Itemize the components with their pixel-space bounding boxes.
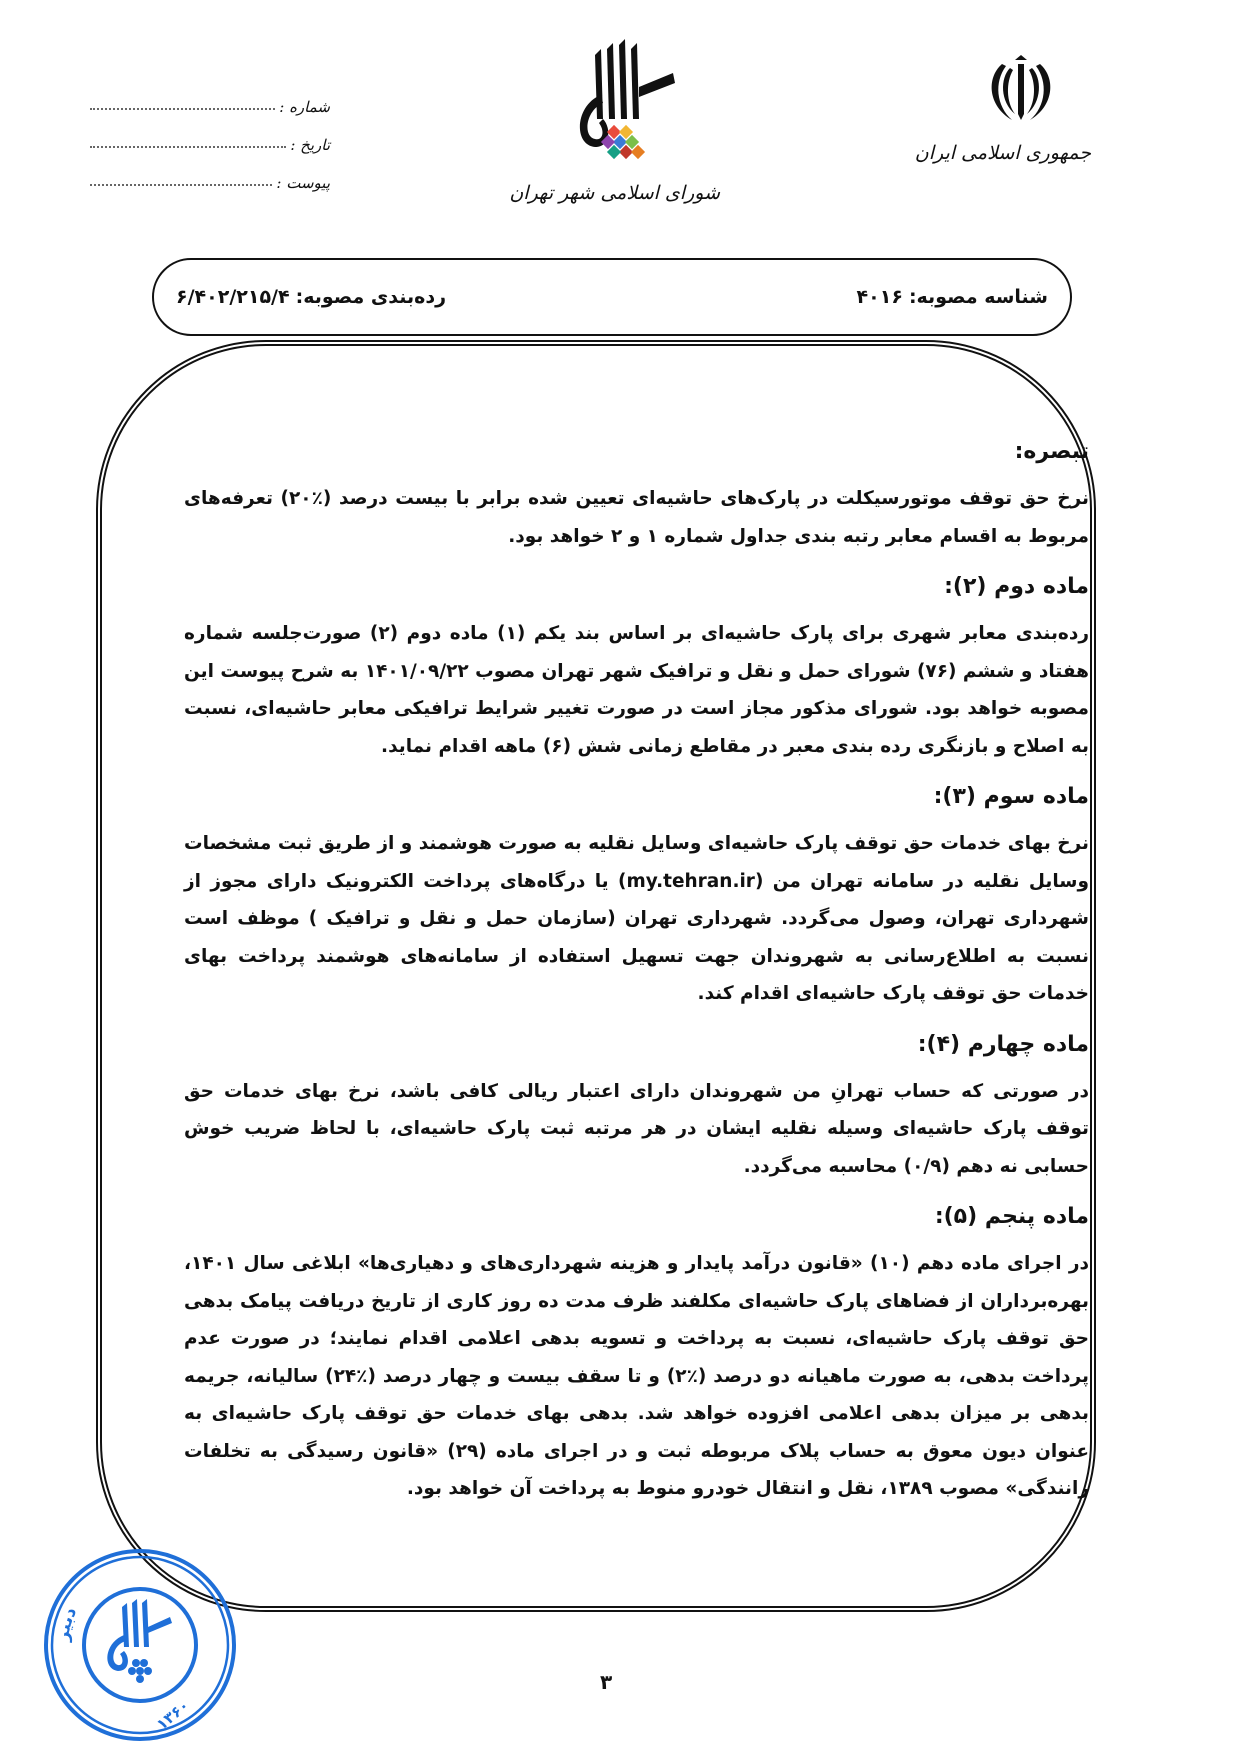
council-caption: شورای اسلامی شهر تهران — [509, 182, 720, 204]
field-number-label: شماره : — [279, 98, 330, 116]
article-3-paragraph: نرخ بهای خدمات حق توقف پارک حاشیه‌ای وسایل نقلیه به صورت هوشمند و از طریق ثبت مشخصات وسایل نقلیه در سامانه تهران من (my.tehran.ir) یا درگاه‌های پرداخت الکترونیک دارای مجوز از شهرداری تهران، وصول می‌گردد. شهرداری تهران (سازمان حمل و نقل و ترافیک ) موظف است نسبت به اطلاع‌رسانی به شهروندان جهت تسهیل استفاده از سامانه‌های هوشمند پرداخت بهای خدمات حق توقف پارک حاشیه‌ای اقدام کند. — [184, 833, 1089, 1004]
article-2-paragraph: رده‌بندی معابر شهری برای پارک حاشیه‌ای بر اساس بند یکم (۱) ماده دوم (۲) صورت‌جلسه شماره هفتاد و ششم (۷۶) شورای حمل و نقل و ترافیک شهر تهران مصوب ۱۴۰۱/۰۹/۲۲ به شرح پیوست این مصوبه خواهد بود. شورای مذکور مجاز است در صورت تغییر شرایط ترافیکی معابر حاشیه‌ای، نسبت به اصلاح و بازنگری رده بندی معبر در مقاطع زمانی شش (۶) ماهه اقدام نماید. — [184, 623, 1089, 757]
article-4-heading: ماده چهارم (۴): — [917, 1031, 1089, 1057]
council-logo — [509, 35, 720, 204]
field-number — [90, 78, 330, 116]
stamp-year: ۱۳۶۰ — [152, 1696, 193, 1734]
note-heading: تبصره: — [1014, 439, 1089, 464]
field-date-blank — [90, 146, 286, 148]
iran-emblem — [914, 50, 1091, 164]
field-attachment-label: پیوست : — [276, 174, 330, 192]
field-attachment-blank — [90, 184, 272, 186]
field-number-blank — [90, 108, 275, 110]
field-date — [90, 116, 330, 154]
approval-id-label: شناسه مصوبه: — [908, 286, 1048, 308]
official-stamp — [40, 1545, 240, 1745]
field-date-label: تاریخ : — [290, 136, 330, 154]
stamp-text: دبیر — [52, 1603, 82, 1643]
approval-classification-label: رده‌بندی مصوبه: — [295, 286, 447, 308]
council-logo-icon — [555, 35, 685, 180]
letter-fields — [90, 78, 330, 192]
field-attachment — [90, 154, 330, 192]
approval-id-value: ۴۰۱۶ — [856, 286, 903, 308]
approval-classification-value: ۶/۴۰۲/۲۱۵/۴ — [176, 286, 290, 308]
stamp-seal-icon — [40, 1545, 240, 1745]
article-3-heading: ماده سوم (۳): — [933, 784, 1089, 809]
emblem-caption: جمهوری اسلامی ایران — [914, 142, 1091, 164]
article-4-paragraph: در صورتی که حساب تهرانِ من شهروندان دارای اعتبار ریالی کافی باشد، نرخ بهای خدمات حق توقف پارک حاشیه‌ای وسیله نقلیه ایشان در هر مرتبه ثبت پارک حاشیه‌ای، با لحاظ ضریب خوش حسابی نه دهم (۰/۹) محاسبه می‌گردد. — [184, 1080, 1089, 1177]
article-2-heading: ماده دوم (۲): — [944, 574, 1089, 599]
page-number: ۳ — [600, 1670, 613, 1694]
approval-classification — [176, 286, 446, 308]
iran-emblem-icon — [982, 50, 1060, 128]
article-5-paragraph: در اجرای ماده دهم (۱۰) «قانون درآمد پایدار و هزینه شهرداری‌های و دهیاری‌ها» ابلاغی سال ۱۴۰۱، بهره‌برداران از فضاهای پارک حاشیه‌ای مکلفند ظرف مدت ده روز کاری از تاریخ دریافت پیامک بدهی حق توقف پارک حاشیه‌ای، نسبت به پرداخت و تسویه بدهی اعلامی اقدام نمایند؛ در صورت عدم پرداخت بدهی، به صورت ماهیانه دو درصد (٪۲) و تا سقف بیست و چهار درصد (٪۲۴) سالیانه، جریمه بدهی بر میزان بدهی اعلامی افزوده خواهد شد. بدهی بهای خدمات حق توقف پارک حاشیه‌ای به عنوان دیون معوق به حساب پلاک مربوطه ثبت و در اجرای ماده (۲۹) «قانون رسیدگی به تخلفات رانندگی» مصوب ۱۳۸۹، نقل و انتقال خودرو منوط به پرداخت آن خواهد بود. — [184, 1253, 1089, 1499]
approval-box — [152, 258, 1072, 336]
approval-id — [857, 286, 1048, 308]
document-body — [184, 430, 1089, 1518]
note-paragraph: نرخ حق توقف موتورسیکلت در پارک‌های حاشیه‌ای تعیین شده برابر با بیست درصد (٪۲۰) تعرفه‌های مربوط به اقسام معابر رتبه بندی جداول شماره ۱ و ۲ خواهد بود. — [184, 488, 1090, 547]
article-5-heading: ماده پنجم (۵): — [934, 1204, 1089, 1229]
